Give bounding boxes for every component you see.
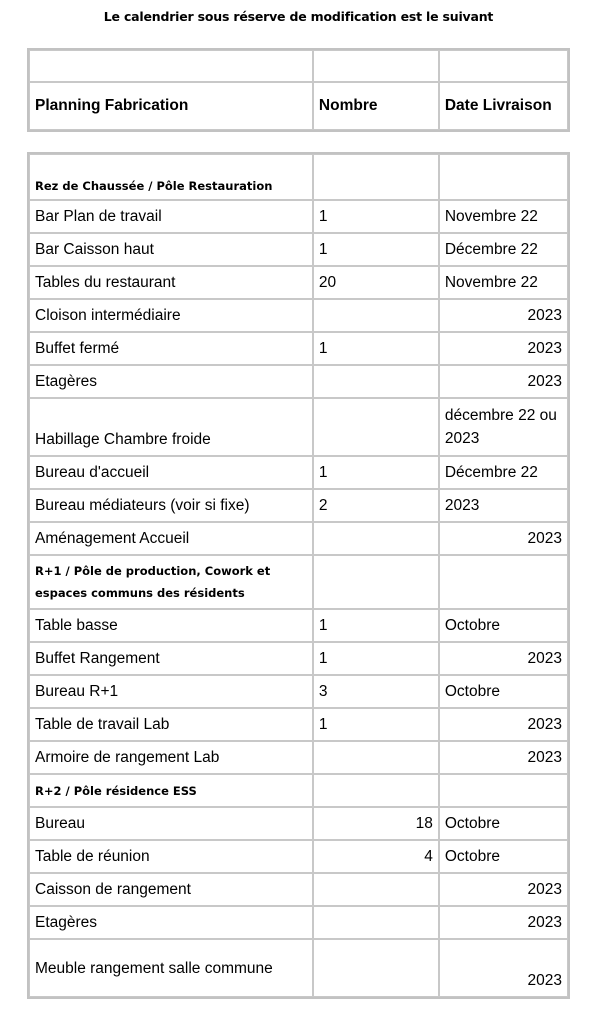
item-delivery-date: 2023 <box>439 365 568 398</box>
blank-cell <box>439 555 568 609</box>
item-count <box>313 741 439 774</box>
table-row <box>29 233 568 266</box>
item-count: 1 <box>313 642 439 675</box>
item-delivery-date: Novembre 22 <box>439 200 568 233</box>
item-delivery-date: Octobre <box>439 609 568 642</box>
blank-cell <box>313 50 439 82</box>
header-date-livraison: Date Livraison <box>439 82 568 130</box>
item-count <box>313 522 439 555</box>
item-delivery-date: 2023 <box>439 906 568 939</box>
header-planning: Planning Fabrication <box>29 82 313 130</box>
item-name: Aménagement Accueil <box>29 522 313 555</box>
table-row <box>29 807 568 840</box>
item-delivery-date: 2023 <box>439 939 568 997</box>
item-count <box>313 873 439 906</box>
item-count: 4 <box>313 840 439 873</box>
table-row <box>29 200 568 233</box>
item-count: 1 <box>313 456 439 489</box>
item-name: Bureau médiateurs (voir si fixe) <box>29 489 313 522</box>
item-delivery-date: Novembre 22 <box>439 266 568 299</box>
item-delivery-date: 2023 <box>439 489 568 522</box>
table-row <box>29 365 568 398</box>
item-name: Caisson de rangement <box>29 873 313 906</box>
section-row <box>29 154 568 200</box>
item-count: 1 <box>313 233 439 266</box>
section-label: R+1 / Pôle de production, Cowork et espaces communs des résidents <box>29 555 313 609</box>
item-name: Armoire de rangement Lab <box>29 741 313 774</box>
item-name: Meuble rangement salle commune <box>29 939 313 997</box>
item-name: Bureau R+1 <box>29 675 313 708</box>
blank-cell <box>439 154 568 200</box>
planning-table <box>27 152 570 999</box>
item-delivery-date: 2023 <box>439 642 568 675</box>
item-count <box>313 398 439 456</box>
table-row <box>29 642 568 675</box>
table-row <box>29 522 568 555</box>
header-nombre: Nombre <box>313 82 439 130</box>
item-count <box>313 939 439 997</box>
blank-cell <box>313 774 439 807</box>
table-row <box>29 489 568 522</box>
table-row <box>29 840 568 873</box>
item-name: Etagères <box>29 365 313 398</box>
header-row <box>29 82 568 130</box>
item-name: Bureau d'accueil <box>29 456 313 489</box>
item-count: 18 <box>313 807 439 840</box>
table-row <box>29 906 568 939</box>
table-row <box>29 708 568 741</box>
item-delivery-date: 2023 <box>439 741 568 774</box>
item-delivery-date: décembre 22 ou 2023 <box>439 398 568 456</box>
table-row <box>29 266 568 299</box>
header-table <box>27 48 570 132</box>
item-name: Table de travail Lab <box>29 708 313 741</box>
item-delivery-date: 2023 <box>439 708 568 741</box>
item-count: 1 <box>313 609 439 642</box>
blank-cell <box>29 50 313 82</box>
item-count: 1 <box>313 332 439 365</box>
blank-cell <box>439 774 568 807</box>
item-count: 20 <box>313 266 439 299</box>
item-count <box>313 299 439 332</box>
item-delivery-date: 2023 <box>439 332 568 365</box>
table-row <box>29 456 568 489</box>
item-count <box>313 365 439 398</box>
table-row <box>29 609 568 642</box>
item-name: Buffet Rangement <box>29 642 313 675</box>
item-name: Habillage Chambre froide <box>29 398 313 456</box>
section-row <box>29 774 568 807</box>
item-count: 1 <box>313 200 439 233</box>
table-row <box>29 675 568 708</box>
item-delivery-date: 2023 <box>439 873 568 906</box>
item-name: Bar Plan de travail <box>29 200 313 233</box>
item-delivery-date: 2023 <box>439 522 568 555</box>
item-delivery-date: Décembre 22 <box>439 233 568 266</box>
table-row <box>29 873 568 906</box>
table-row <box>29 398 568 456</box>
item-name: Etagères <box>29 906 313 939</box>
section-label: R+2 / Pôle résidence ESS <box>29 774 313 807</box>
page-title: Le calendrier sous réserve de modification est le suivant <box>103 9 494 24</box>
item-name: Table basse <box>29 609 313 642</box>
item-name: Bureau <box>29 807 313 840</box>
table-row <box>29 939 568 997</box>
table-row <box>29 332 568 365</box>
item-name: Buffet fermé <box>29 332 313 365</box>
blank-cell <box>313 154 439 200</box>
blank-cell <box>313 555 439 609</box>
item-delivery-date: Octobre <box>439 807 568 840</box>
item-name: Table de réunion <box>29 840 313 873</box>
item-count: 3 <box>313 675 439 708</box>
item-count: 2 <box>313 489 439 522</box>
item-name: Tables du restaurant <box>29 266 313 299</box>
table-row <box>29 299 568 332</box>
item-delivery-date: 2023 <box>439 299 568 332</box>
item-count: 1 <box>313 708 439 741</box>
section-label: Rez de Chaussée / Pôle Restauration <box>29 154 313 200</box>
table-row <box>29 741 568 774</box>
item-delivery-date: Décembre 22 <box>439 456 568 489</box>
item-count <box>313 906 439 939</box>
item-name: Bar Caisson haut <box>29 233 313 266</box>
blank-cell <box>439 50 568 82</box>
blank-row <box>29 50 568 82</box>
item-delivery-date: Octobre <box>439 840 568 873</box>
item-name: Cloison intermédiaire <box>29 299 313 332</box>
item-delivery-date: Octobre <box>439 675 568 708</box>
section-row <box>29 555 568 609</box>
